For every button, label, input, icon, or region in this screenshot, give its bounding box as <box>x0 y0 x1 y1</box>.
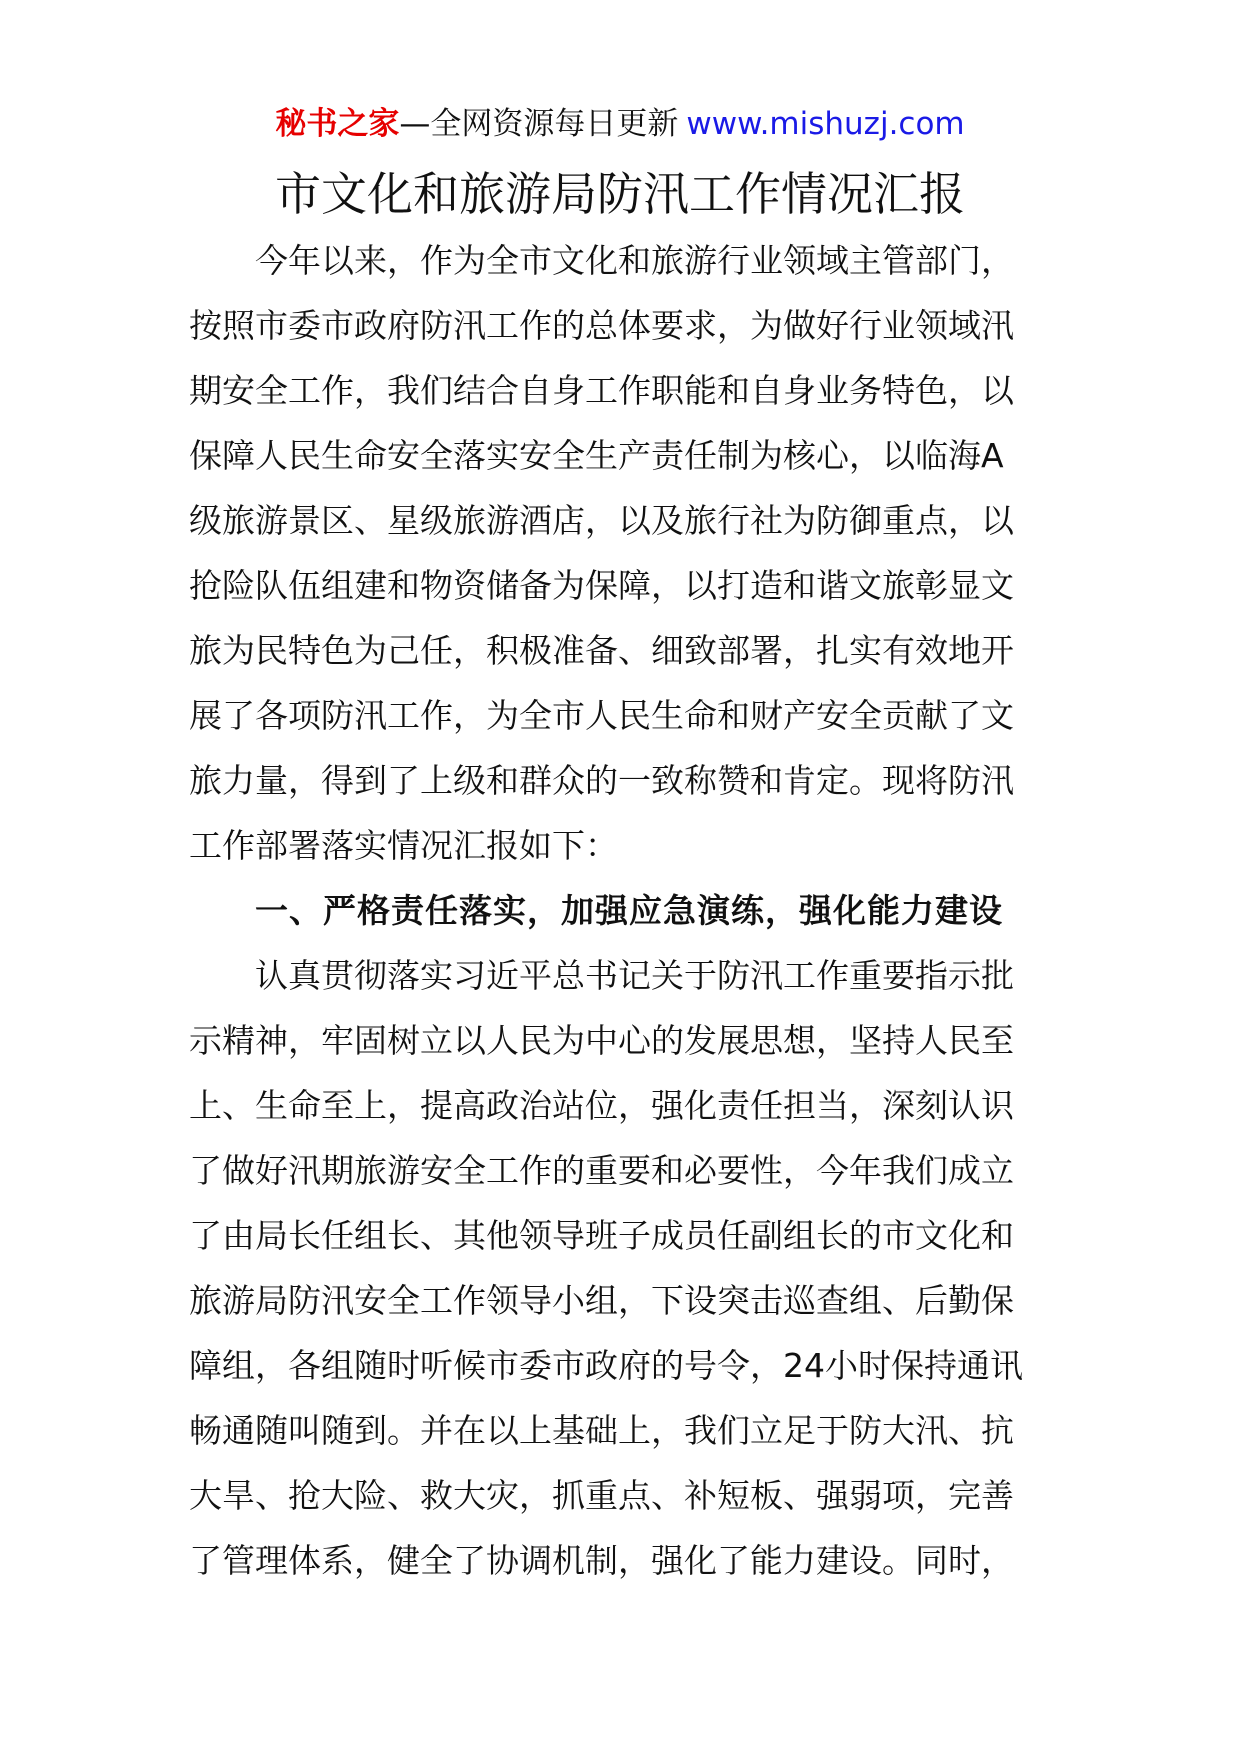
paragraph-line: 畅通随叫随到。并在以上基础上，我们立足于防大汛、抗 <box>189 1411 1014 1450</box>
paragraph-line: 了由局长任组长、其他领导班子成员任副组长的市文化和 <box>189 1216 1014 1255</box>
site-url-link[interactable]: www.mishuzj.com <box>686 106 965 142</box>
paragraph-intro <box>189 228 1041 878</box>
paragraph-line: 今年以来，作为全市文化和旅游行业领域主管部门， <box>255 241 1014 280</box>
paragraph-line: 工作部署落实情况汇报如下： <box>189 826 618 865</box>
paragraph-line: 旅为民特色为己任，积极准备、细致部署，扎实有效地开 <box>189 631 1014 670</box>
paragraph-line: 展了各项防汛工作，为全市人民生命和财产安全贡献了文 <box>189 696 1014 735</box>
paragraph-line: 旅游局防汛安全工作领导小组，下设突击巡查组、后勤保 <box>189 1281 1014 1320</box>
document-title: 市文化和旅游局防汛工作情况汇报 <box>275 167 965 221</box>
document-body <box>189 228 1041 1593</box>
paragraph-line: 级旅游景区、星级旅游酒店，以及旅行社为防御重点，以 <box>189 501 1014 540</box>
paragraph-line: 期安全工作，我们结合自身工作职能和自身业务特色，以 <box>189 371 1014 410</box>
paragraph-line: 抢险队伍组建和物资储备为保障，以打造和谐文旅彰显文 <box>189 566 1014 605</box>
section-heading: 一、严格责任落实，加强应急演练，强化能力建设 <box>255 891 1003 930</box>
paragraph-line: 认真贯彻落实习近平总书记关于防汛工作重要指示批 <box>255 956 1014 995</box>
paragraph-line: 了管理体系，健全了协调机制，强化了能力建设。同时， <box>189 1541 1014 1580</box>
paragraph-line: 保障人民生命安全落实安全生产责任制为核心，以临海A <box>189 436 1004 475</box>
paragraph-line: 按照市委市政府防汛工作的总体要求，为做好行业领域汛 <box>189 306 1014 345</box>
paragraph-section-1 <box>189 943 1041 1593</box>
paragraph-line: 旅力量，得到了上级和群众的一致称赞和肯定。现将防汛 <box>189 761 1014 800</box>
brand-name: 秘书之家 <box>275 106 400 142</box>
header-tagline: —全网资源每日更新 <box>399 106 679 142</box>
site-header <box>0 102 1240 146</box>
paragraph-line: 上、生命至上，提高政治站位，强化责任担当，深刻认识 <box>189 1086 1014 1125</box>
paragraph-line: 示精神，牢固树立以人民为中心的发展思想，坚持人民至 <box>189 1021 1014 1060</box>
paragraph-line: 障组，各组随时听候市委市政府的号令，24小时保持通讯 <box>189 1346 1023 1385</box>
paragraph-line: 了做好汛期旅游安全工作的重要和必要性，今年我们成立 <box>189 1151 1014 1190</box>
paragraph-line: 大旱、抢大险、救大灾，抓重点、补短板、强弱项，完善 <box>189 1476 1014 1515</box>
